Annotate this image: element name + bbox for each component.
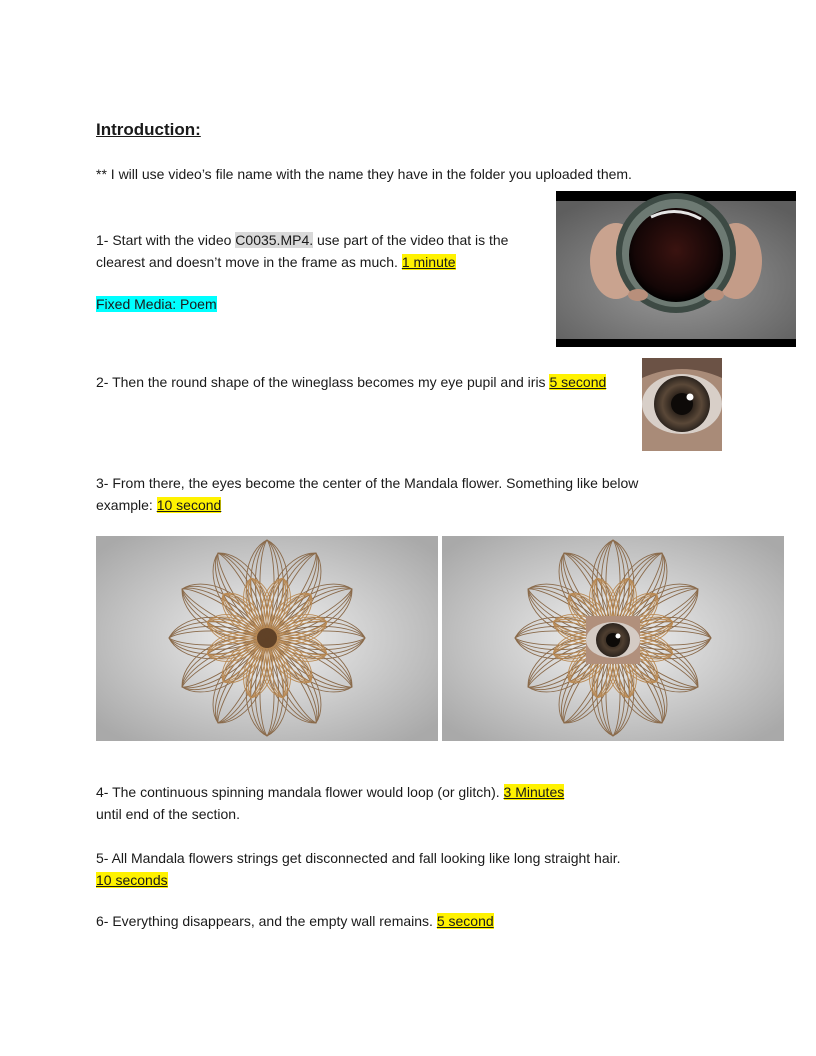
intro-note: ** I will use video’s file name with the name they have in the folder you uploaded them. — [96, 166, 632, 182]
step3-text: example: — [96, 497, 157, 513]
step4-line1 — [96, 781, 564, 803]
step3-duration: 10 second — [156, 497, 222, 513]
fixed-media-note — [96, 293, 217, 315]
step5-line2 — [96, 869, 168, 891]
step4-line2: until end of the section. — [96, 806, 240, 822]
step2-line — [96, 371, 606, 393]
step3-line2 — [96, 494, 221, 516]
fixed-media-label: Fixed Media: Poem — [96, 296, 217, 312]
step5-line1: 5- All Mandala flowers strings get disconnected and fall looking like long straight hair. — [96, 850, 621, 866]
mandala-flower-with-eye — [442, 536, 784, 741]
step1-text-a: 1- Start with the video — [96, 232, 236, 248]
step5-duration: 10 seconds — [96, 872, 168, 888]
step1-text-b: use part of the video that is the — [313, 232, 509, 248]
video-filename: C0035.MP4. — [235, 232, 314, 248]
step6-text: 6- Everything disappears, and the empty wall remains. — [96, 913, 437, 929]
step6-duration: 5 second — [436, 913, 494, 929]
step1-text-c: clearest and doesn’t move in the frame as much. — [96, 254, 402, 270]
step1-duration: 1 minute — [401, 254, 456, 270]
step1-line2 — [96, 251, 456, 273]
eye-closeup — [642, 358, 722, 451]
step1-line1 — [96, 229, 508, 251]
step4-text: 4- The continuous spinning mandala flower would loop (or glitch). — [96, 784, 504, 800]
wineglass-video-still — [556, 191, 796, 347]
step3-line1: 3- From there, the eyes become the center of the Mandala flower. Something like below — [96, 475, 639, 491]
mandala-flower — [96, 536, 438, 741]
step2-duration: 5 second — [549, 374, 607, 390]
step4-duration: 3 Minutes — [503, 784, 565, 800]
step6-line — [96, 910, 494, 932]
step2-text: 2- Then the round shape of the wineglass becomes my eye pupil and iris — [96, 374, 550, 390]
page-title: Introduction: — [96, 120, 201, 139]
